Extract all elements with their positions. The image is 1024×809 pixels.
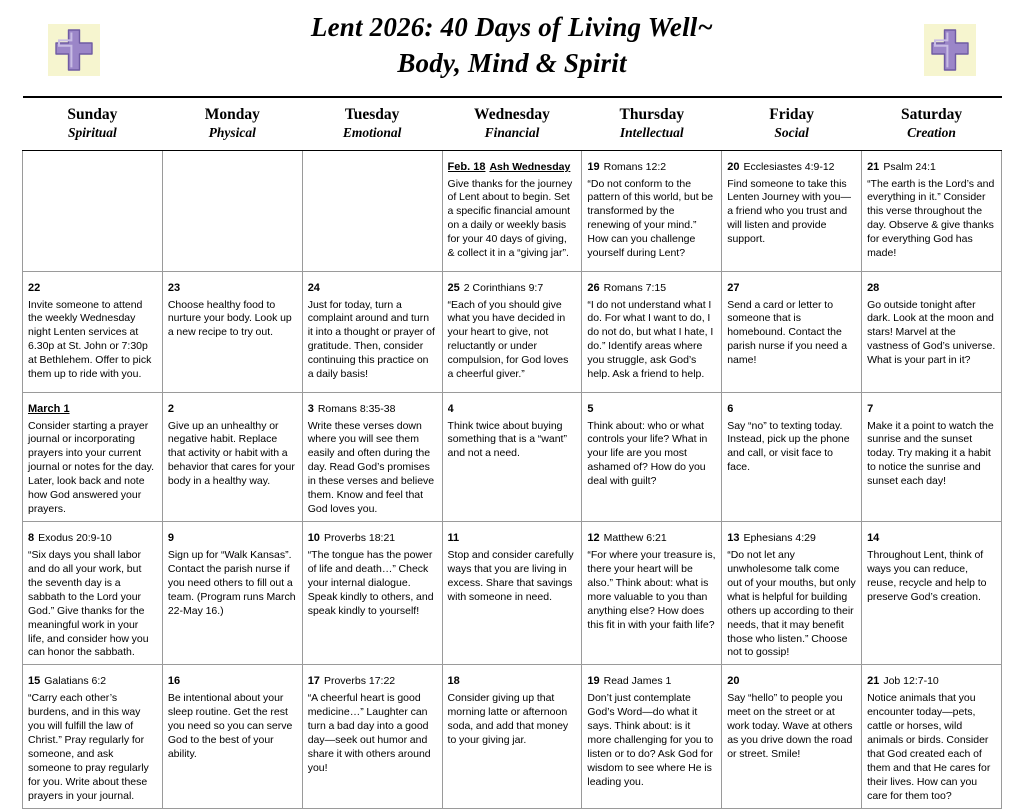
day-heading xyxy=(308,397,437,419)
day-number: 19 xyxy=(587,160,600,173)
day-heading xyxy=(28,397,157,419)
day-heading xyxy=(867,669,996,691)
column-day-name: Friday xyxy=(769,106,815,123)
calendar-day-cell xyxy=(302,392,442,521)
day-heading xyxy=(587,155,716,177)
column-theme: Physical xyxy=(208,125,256,141)
calendar-cell-empty xyxy=(23,150,163,271)
column-header-monday xyxy=(162,97,302,150)
day-activity-text: Say “no” to texting today. Instead, pick up the phone and call, or visit face to face. xyxy=(727,419,850,474)
day-activity-text: Make it a point to watch the sunrise and the sunset today. Try making it a habit to notice the sunrise and sunset each day! xyxy=(867,419,994,488)
column-theme: Emotional xyxy=(342,125,402,141)
column-day-name: Wednesday xyxy=(474,106,550,123)
day-heading xyxy=(587,276,716,298)
day-activity-text: Just for today, turn a complaint around and turn it into a thought or prayer of gratitude. Then, consider continuing this practice on a daily basis! xyxy=(307,298,435,381)
calendar-day-cell xyxy=(302,271,442,392)
day-heading xyxy=(448,526,577,548)
day-heading xyxy=(867,155,996,177)
column-theme: Spiritual xyxy=(68,125,117,141)
day-heading xyxy=(28,526,157,548)
day-activity-text: Go outside tonight after dark. Look at the moon and stars! Marvel at the vastness of God’s universe. What is your part in it? xyxy=(867,298,996,367)
calendar-day-cell xyxy=(442,522,582,665)
day-heading xyxy=(867,276,996,298)
calendar-day-cell xyxy=(23,271,163,392)
title-line-2: Body, Mind & Spirit xyxy=(397,48,627,78)
calendar-week-row xyxy=(23,392,1002,521)
column-day-name: Saturday xyxy=(900,106,963,123)
scripture-reference: Exodus 20:9-10 xyxy=(38,532,112,545)
day-number: Feb. 18 xyxy=(447,160,486,173)
calendar-day-cell xyxy=(582,392,722,521)
scripture-reference: Romans 8:35-38 xyxy=(317,402,396,415)
day-activity-text: Sign up for “Walk Kansas”. Contact the parish nurse if you need others to fill out a team. (Program runs March 22-May 16.) xyxy=(167,548,296,617)
calendar-week-row xyxy=(23,665,1002,808)
calendar-week-row xyxy=(23,522,1002,665)
day-activity-text: “Each of you should give what you have decided in your heart to give, not reluctantly or under compulsion, for God loves a cheerful giver.” xyxy=(447,298,569,381)
calendar-day-cell xyxy=(442,150,582,271)
calendar-day-cell xyxy=(722,522,862,665)
calendar-cell-empty xyxy=(302,150,442,271)
day-number: 9 xyxy=(167,532,174,545)
day-activity-text: “Do not let any unwholesome talk come out of your mouths, but only what is helpful for building others up according to their needs, that it may benefit those who listen.” Choose not to gossip! xyxy=(727,548,856,659)
column-header-tuesday xyxy=(302,97,442,150)
day-heading xyxy=(727,669,856,691)
calendar-day-cell xyxy=(442,271,582,392)
day-activity-text: Don’t just contemplate God’s Word—do what it says. Think about: is it more challenging for you to listen or to do? Ask God for wisdom to see where He is leading you. xyxy=(587,692,714,788)
day-heading xyxy=(168,526,297,548)
day-number: 4 xyxy=(447,402,454,415)
day-number: 3 xyxy=(307,402,314,415)
calendar-day-cell xyxy=(582,665,722,808)
day-number: 28 xyxy=(867,281,880,294)
column-day-name: Monday xyxy=(204,106,260,123)
scripture-reference: Ecclesiastes 4:9-12 xyxy=(743,160,835,173)
day-number: 23 xyxy=(167,281,181,294)
page-header xyxy=(22,0,1002,92)
day-heading xyxy=(448,397,577,419)
calendar-body xyxy=(23,150,1002,808)
calendar-day-cell xyxy=(23,392,163,521)
day-heading xyxy=(168,276,297,298)
day-number: 14 xyxy=(867,532,880,545)
column-header-thursday xyxy=(582,97,722,150)
day-number: 27 xyxy=(727,281,740,294)
day-number: 26 xyxy=(587,281,600,294)
day-number: 2 xyxy=(167,402,174,415)
day-activity-text: Find someone to take this Lenten Journey with you—a friend who you trust and will listen and provide support. xyxy=(727,177,851,246)
day-heading xyxy=(587,397,716,419)
day-heading xyxy=(448,669,577,691)
day-number: 11 xyxy=(447,532,460,545)
day-activity-text: Choose healthy food to nurture your body. Look up a new recipe to try out. xyxy=(167,298,292,339)
calendar-day-cell xyxy=(582,522,722,665)
day-activity-text: Say “hello” to people you meet on the street or at work today. Wave at others as you drive down the road or street. Smile! xyxy=(727,692,853,760)
calendar-day-cell xyxy=(582,271,722,392)
day-heading xyxy=(727,276,856,298)
column-day-name: Thursday xyxy=(619,106,685,123)
day-activity-text: “The tongue has the power of life and death…” Check your internal dialogue. Speak kindly to others, and speak kindly to yourself! xyxy=(307,548,434,617)
calendar-week-row xyxy=(23,150,1002,271)
calendar-day-cell xyxy=(302,665,442,808)
day-activity-text: Throughout Lent, think of ways you can reduce, reuse, recycle and help to preserve God’s creation. xyxy=(867,548,987,603)
calendar-day-cell xyxy=(862,150,1002,271)
scripture-reference: Ephesians 4:29 xyxy=(743,532,816,545)
day-heading xyxy=(448,276,577,298)
day-activity-text: Consider starting a prayer journal or incorporating prayers into your current journal or notes for the day. Later, look back and note how God answered your prayers. xyxy=(28,419,155,516)
day-heading xyxy=(28,669,157,691)
day-activity-text: Write these verses down where you will see them easily and often during the day. Read God’s promises in these verses and believe them. Know and feel that God loves you. xyxy=(307,419,435,516)
day-number: 6 xyxy=(727,402,734,415)
scripture-reference: 2 Corinthians 9:7 xyxy=(463,281,544,294)
scripture-reference: Galatians 6:2 xyxy=(44,675,107,688)
day-number: 20 xyxy=(727,675,740,688)
column-header-wednesday xyxy=(442,97,582,150)
day-heading xyxy=(308,526,437,548)
calendar-day-cell xyxy=(162,271,302,392)
day-number: 7 xyxy=(867,402,874,415)
column-theme: Financial xyxy=(484,125,540,141)
scripture-reference: Proverbs 17:22 xyxy=(323,675,396,688)
calendar-week-row xyxy=(23,271,1002,392)
day-heading xyxy=(308,276,437,298)
calendar-day-cell xyxy=(23,665,163,808)
scripture-reference: Romans 12:2 xyxy=(603,160,667,173)
calendar-day-cell xyxy=(442,392,582,521)
day-number: 18 xyxy=(447,675,460,688)
day-activity-text: “Six days you shall labor and do all your work, but the seventh day is a sabbath to the Lord your God.” Give thanks for the meaningful work in your life, and consider how you can honor the sabbath. xyxy=(28,548,149,659)
column-header-saturday xyxy=(862,97,1002,150)
day-activity-text: “For where your treasure is, there your heart will be also.” Think about: what is more valuable to you than anything else? How does this fit in with your faith life? xyxy=(587,548,716,631)
day-activity-text: “Carry each other’s burdens, and in this way you will fulfill the law of Christ.” Pray regularly for someone, and ask someone to pray regularly for you. Write about these prayers in your journal. xyxy=(28,692,149,802)
day-heading xyxy=(867,526,996,548)
day-activity-text: Be intentional about your sleep routine. Get the rest you need so you can serve God to the best of your ability. xyxy=(167,692,293,760)
calendar-day-cell xyxy=(582,150,722,271)
day-activity-text: Think about: who or what controls your life? What in your life are you most ashamed of? How do you deal with guilt? xyxy=(587,419,708,488)
cross-icon xyxy=(48,24,100,76)
column-day-name: Tuesday xyxy=(344,106,400,123)
calendar-day-cell xyxy=(722,150,862,271)
day-activity-text: Give up an unhealthy or negative habit. Replace that activity or habit with a behavior that cares for your body in a healthy way. xyxy=(167,419,295,488)
day-heading xyxy=(867,397,996,419)
day-heading xyxy=(727,526,856,548)
column-theme: Social xyxy=(774,125,809,141)
day-activity-text: Consider giving up that morning latte or afternoon soda, and add that money to your giving jar. xyxy=(447,692,569,746)
day-number: 17 xyxy=(307,675,320,688)
day-heading xyxy=(727,155,856,177)
calendar-day-cell xyxy=(162,392,302,521)
day-heading xyxy=(587,526,716,548)
day-number: 5 xyxy=(587,402,594,415)
day-heading xyxy=(727,397,856,419)
scripture-reference: Job 12:7-10 xyxy=(883,675,939,688)
scripture-reference: Proverbs 18:21 xyxy=(323,532,396,545)
calendar-day-cell xyxy=(722,392,862,521)
day-number: 19 xyxy=(587,675,600,688)
scripture-reference: Ash Wednesday xyxy=(489,160,571,173)
day-activity-text: Send a card or letter to someone that is homebound. Contact the parish nurse if you need a name! xyxy=(727,298,848,367)
day-activity-text: Think twice about buying something that is a “want” and not a need. xyxy=(447,419,567,460)
day-heading xyxy=(168,669,297,691)
day-activity-text: Stop and consider carefully ways that you are living in excess. Share that savings with someone in need. xyxy=(447,548,574,603)
day-number: 8 xyxy=(28,532,35,545)
day-activity-text: “I do not understand what I do. For what I want to do, I do not do, but what I hate, I do.” Identify areas where you struggle, ask God’s help. Ask a friend to help. xyxy=(587,298,714,381)
lent-calendar-table xyxy=(22,96,1002,809)
day-activity-text: “A cheerful heart is good medicine…” Laughter can turn a bad day into a good day—seek out humor and share it with others around you! xyxy=(307,692,431,774)
day-heading xyxy=(587,669,716,691)
day-number: March 1 xyxy=(28,402,70,415)
column-day-name: Sunday xyxy=(67,106,118,123)
cross-icon xyxy=(924,24,976,76)
page-title xyxy=(311,10,713,81)
scripture-reference: Read James 1 xyxy=(603,675,672,688)
calendar-day-cell xyxy=(722,665,862,808)
column-header-sunday xyxy=(23,97,163,150)
day-activity-text: Notice animals that you encounter today—pets, cattle or horses, wild animals or birds. Consider that God created each of them and that He cares for their lives. How can you care for them too? xyxy=(867,692,991,802)
scripture-reference: Matthew 6:21 xyxy=(603,532,667,545)
column-theme: Intellectual xyxy=(619,125,684,141)
day-number: 25 xyxy=(447,281,460,294)
calendar-cell-empty xyxy=(162,150,302,271)
day-heading xyxy=(28,276,157,298)
calendar-day-cell xyxy=(862,392,1002,521)
day-number: 24 xyxy=(307,281,320,294)
calendar-day-cell xyxy=(442,665,582,808)
scripture-reference: Psalm 24:1 xyxy=(883,160,936,173)
day-heading xyxy=(448,155,577,177)
day-activity-text: “The earth is the Lord’s and everything in it.” Consider this verse throughout the day. Observe & give thanks for everything God has made! xyxy=(867,177,995,260)
calendar-day-cell xyxy=(162,522,302,665)
calendar-day-cell xyxy=(862,271,1002,392)
column-header-friday xyxy=(722,97,862,150)
day-number: 10 xyxy=(307,532,320,545)
calendar-day-cell xyxy=(302,522,442,665)
day-number: 12 xyxy=(587,532,600,545)
day-number: 21 xyxy=(867,160,880,173)
title-line-1: Lent 2026: 40 Days of Living Well~ xyxy=(310,12,714,43)
day-number: 13 xyxy=(727,532,740,545)
calendar-day-cell xyxy=(162,665,302,808)
day-number: 15 xyxy=(28,675,41,688)
calendar-day-cell xyxy=(23,522,163,665)
day-heading xyxy=(308,669,437,691)
calendar-day-cell xyxy=(722,271,862,392)
day-activity-text: Invite someone to attend the weekly Wednesday night Lenten services at 6.30p at St. John or 7:30p at Bethlehem. Offer to pick them up to ride with you. xyxy=(28,298,152,381)
calendar-day-cell xyxy=(862,522,1002,665)
column-theme: Creation xyxy=(907,125,956,141)
scripture-reference: Romans 7:15 xyxy=(603,281,667,294)
day-heading xyxy=(168,397,297,419)
day-number: 16 xyxy=(167,675,181,688)
day-number: 20 xyxy=(727,160,740,173)
calendar-day-cell xyxy=(862,665,1002,808)
calendar-header-row xyxy=(23,97,1002,150)
day-number: 21 xyxy=(867,675,880,688)
day-activity-text: “Do not conform to the pattern of this world, but be transformed by the renewing of your mind.” How can you challenge yourself during Lent? xyxy=(587,177,714,260)
day-number: 22 xyxy=(28,281,41,294)
day-activity-text: Give thanks for the journey of Lent about to begin. Set a specific financial amount on a daily or weekly basis for your 40 days of giving, & collect it in a “giving jar”. xyxy=(447,177,573,260)
